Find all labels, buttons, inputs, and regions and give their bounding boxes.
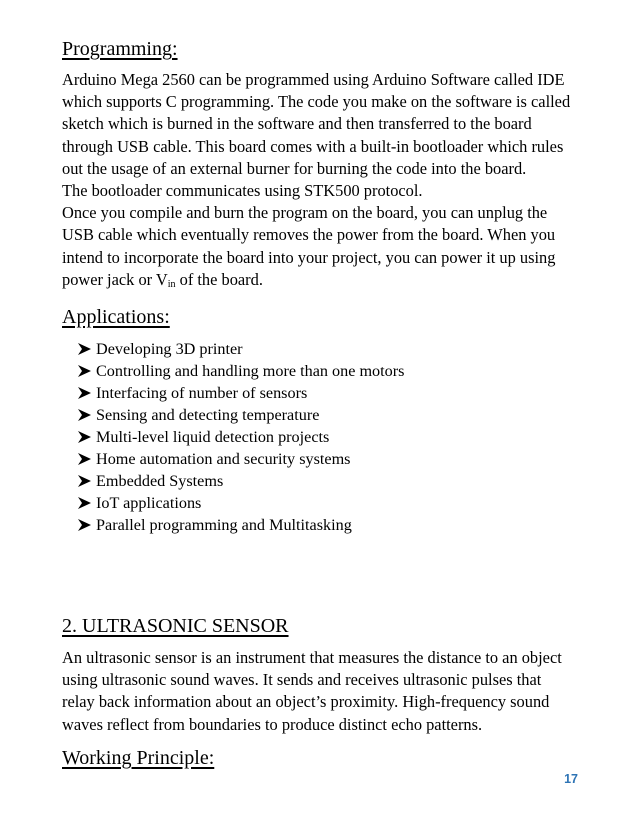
arrowhead-bullet-icon xyxy=(78,497,91,509)
arrowhead-bullet-icon xyxy=(78,387,91,399)
arrowhead-bullet-icon xyxy=(78,453,91,465)
text-fragment: of the board. xyxy=(175,269,263,289)
text-line: intend to incorporate the board into your project, you can power it up using xyxy=(62,247,556,267)
arrowhead-bullet-icon xyxy=(78,431,91,443)
list-item-label: Home automation and security systems xyxy=(96,450,351,468)
list-item-label: Parallel programming and Multitasking xyxy=(96,516,352,534)
text-line: out the usage of an external burner for burning the code into the board. xyxy=(62,158,527,178)
list-item-label: Embedded Systems xyxy=(96,472,224,490)
text-line xyxy=(62,269,580,294)
text-line: waves reflect from boundaries to produce distinct echo patterns. xyxy=(62,714,483,734)
list-item xyxy=(62,492,580,514)
text-line: through USB cable. This board comes with a built-in bootloader which rules xyxy=(62,136,564,156)
list-item xyxy=(62,404,580,426)
list-item xyxy=(62,382,580,404)
list-item xyxy=(62,360,580,382)
list-item-label: Interfacing of number of sensors xyxy=(96,384,308,402)
text-line: sketch which is burned in the software and then transferred to the board xyxy=(62,114,532,134)
text-line: An ultrasonic sensor is an instrument that measures the distance to an object xyxy=(62,648,562,667)
ultrasonic-body xyxy=(62,647,580,736)
list-item xyxy=(62,470,580,492)
page-number: 17 xyxy=(564,772,578,786)
programming-section xyxy=(62,37,580,61)
arrowhead-bullet-icon xyxy=(78,519,91,531)
ultrasonic-heading: 2. ULTRASONIC SENSOR xyxy=(62,615,289,637)
arrowhead-bullet-icon xyxy=(78,409,91,421)
programming-body xyxy=(62,69,580,294)
arrowhead-bullet-icon xyxy=(78,343,91,355)
arrowhead-bullet-icon xyxy=(78,365,91,377)
ultrasonic-section xyxy=(62,614,580,638)
ultrasonic-paragraph xyxy=(62,647,580,736)
applications-list xyxy=(62,338,580,536)
list-item xyxy=(62,338,580,360)
working-principle-heading: Working Principle: xyxy=(62,747,215,769)
list-item xyxy=(62,426,580,448)
arrowhead-bullet-icon xyxy=(78,475,91,487)
applications-heading: Applications: xyxy=(62,306,170,328)
programming-paragraph xyxy=(62,69,580,294)
applications-list-wrap xyxy=(62,338,580,536)
list-item xyxy=(62,514,580,536)
text-line: relay back information about an object’s proximity. High-frequency sound xyxy=(62,692,550,712)
text-line: which supports C programming. The code you make on the software is called xyxy=(62,92,571,112)
list-item-label: Multi-level liquid detection projects xyxy=(96,428,330,446)
list-item-label: Developing 3D printer xyxy=(96,340,243,358)
text-line: USB cable which eventually removes the power from the board. When you xyxy=(62,225,556,245)
text-line: Once you compile and burn the program on the board, you can unplug the xyxy=(62,203,548,223)
text-line: Arduino Mega 2560 can be programmed using Arduino Software called IDE xyxy=(62,70,565,89)
text-fragment: power jack or V xyxy=(62,269,168,289)
text-line: The bootloader communicates using STK500 protocol. xyxy=(62,181,423,201)
subscript-text: in xyxy=(167,278,176,290)
applications-section xyxy=(62,305,580,329)
list-item-label: Controlling and handling more than one motors xyxy=(96,362,405,380)
list-item xyxy=(62,448,580,470)
list-item-label: Sensing and detecting temperature xyxy=(96,406,320,424)
working-principle-section xyxy=(62,746,580,770)
list-item-label: IoT applications xyxy=(96,494,202,512)
text-line: using ultrasonic sound waves. It sends and receives ultrasonic pulses that xyxy=(62,670,542,690)
programming-heading: Programming: xyxy=(62,38,178,60)
